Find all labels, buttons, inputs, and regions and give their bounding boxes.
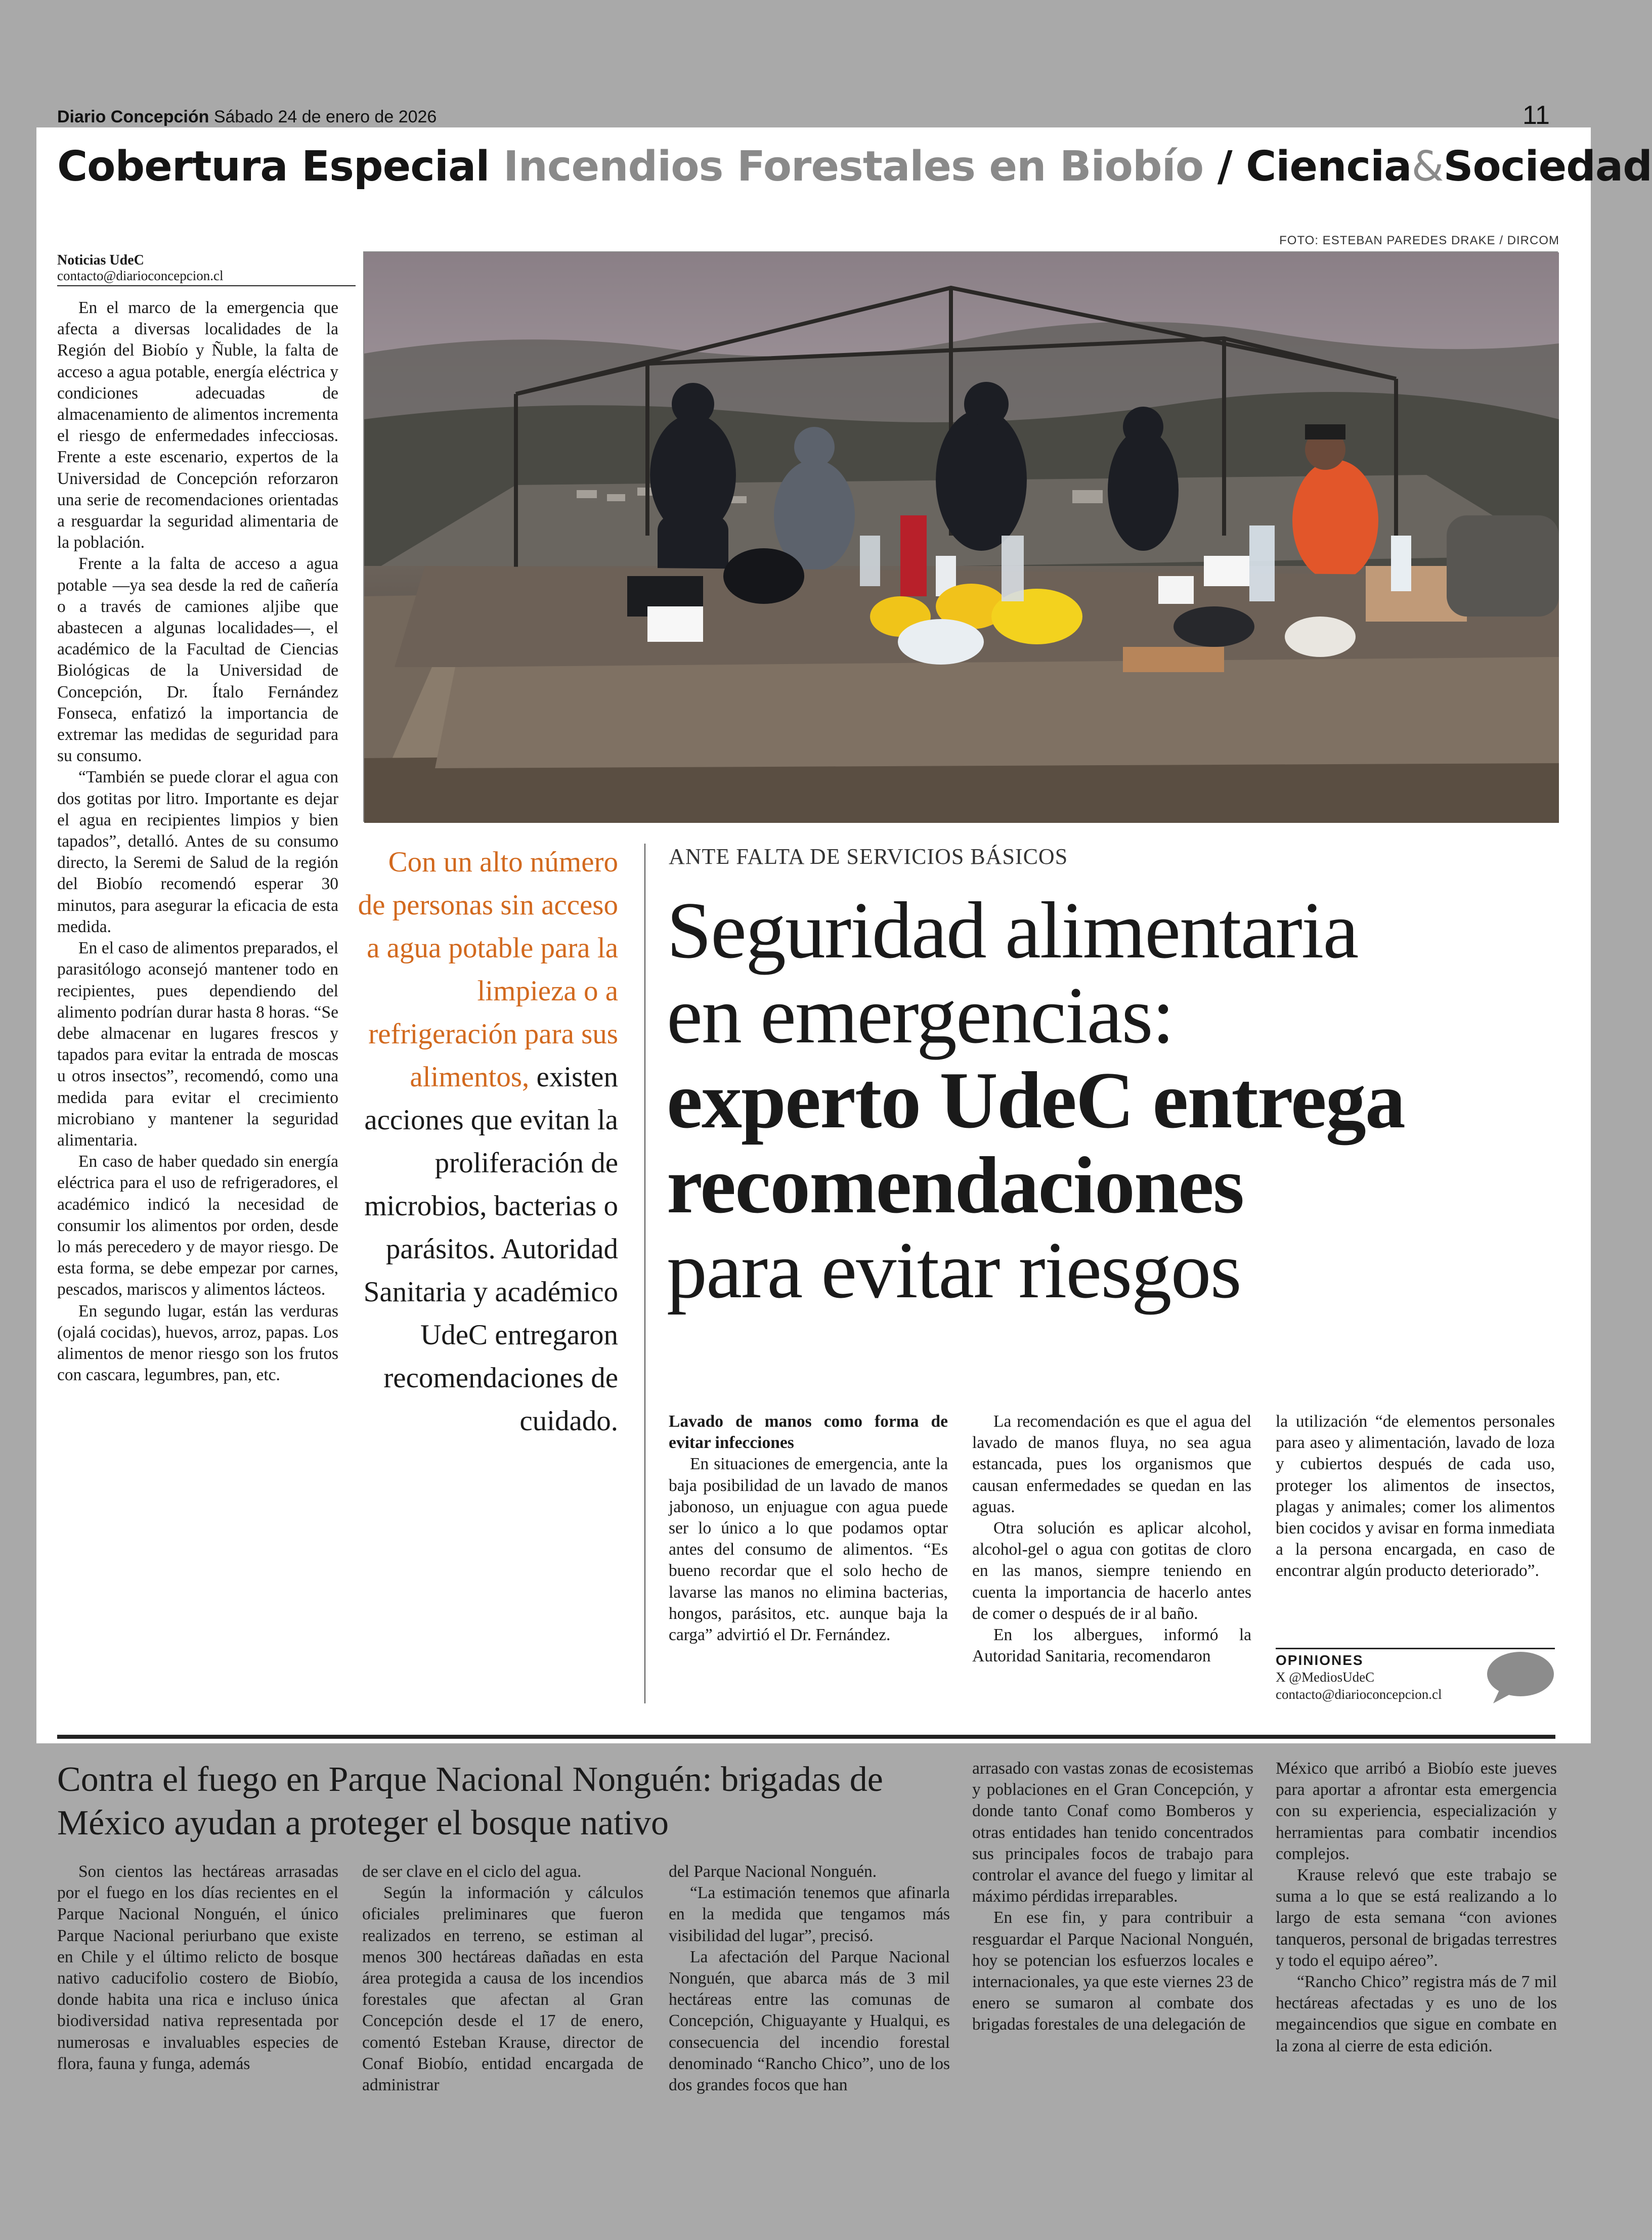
paragraph: En el marco de la emergencia que afecta a diversas localidades de la Región del Biobío y Ñuble, la falta de acceso a agua potable, energía eléctrica y condiciones adecuadas de almacenamiento de alimentos incrementa el riesgo de enfermedades infecciosas. Frente a este escenario, expertos de la Universidad de Concepción reforzaron una serie de recomendaciones orientadas a resguardar la seguridad alimentaria de la población. bbox=[57, 298, 338, 552]
paragraph: La recomendación es que el agua del lavado de manos fluya, no sea agua estancada, pues los organismos que causan enfermedades se quedan en las aguas. bbox=[972, 1412, 1251, 1516]
headline-line-1: Seguridad alimentaria bbox=[667, 885, 1358, 975]
section-title bbox=[57, 143, 1652, 191]
photo-credit: FOTO: ESTEBAN PAREDES DRAKE / DIRCOM bbox=[1279, 234, 1559, 247]
paragraph: En caso de haber quedado sin energía eléctrica para el uso de refrigeradores, el académico indicó la necesidad de consumir los alimentos por orden, desde lo más perecedero y de mayor riesgo. De esta forma, se debe empezar por carnes, pescados, mariscos y alimentos lácteos. bbox=[57, 1152, 338, 1299]
section-amp: & bbox=[1411, 143, 1444, 191]
paragraph: Frente a la falta de acceso a agua potable —ya sea desde la red de cañería o a través de camiones aljibe que abastecen a algunas localidades—, el académico de la Facultad de Ciencias Biológicas de la Universidad de Concepción, Dr. Ítalo Fernández Fonseca, enfatizó la importancia de extremar las medidas de seguridad para su consumo. bbox=[57, 554, 338, 766]
paragraph: “La estimación tenemos que afinarla en la medida que tengamos más visibilidad del lugar”, precisó. bbox=[669, 1883, 950, 1945]
page-number: 11 bbox=[1523, 101, 1550, 130]
paper-name: Diario Concepción bbox=[57, 107, 209, 126]
paragraph: Otra solución es aplicar alcohol, alcohol-gel o agua con gotitas de cloro en las manos, siempre teniendo en cuenta la importancia de hacerlo antes de comer o después de ir al baño. bbox=[972, 1519, 1251, 1623]
bottom-column-1 bbox=[57, 1861, 338, 2075]
article-kicker: ANTE FALTA DE SERVICIOS BÁSICOS bbox=[669, 844, 1068, 869]
opinion-title: OPINIONES bbox=[1276, 1652, 1364, 1668]
paragraph: En los albergues, informó la Autoridad Sanitaria, recomendaron bbox=[972, 1626, 1251, 1666]
paragraph: La afectación del Parque Nacional Nonguén, que abarca más de 3 mil hectáreas entre las comunas de Concepción, Chiguayante y Hualqui, es consecuencia del incendio forestal denominado “Rancho Chico”, uno de los dos grandes focos que han bbox=[669, 1947, 950, 2095]
headline-line-4: recomendaciones bbox=[667, 1140, 1244, 1230]
byline-email: contacto@diarioconcepcion.cl bbox=[57, 268, 224, 283]
headline-line-3: experto UdeC entrega bbox=[667, 1055, 1405, 1145]
opinion-email: contacto@diarioconcepcion.cl bbox=[1276, 1687, 1442, 1702]
paragraph: Krause relevó que este trabajo se suma a lo que se está realizando a lo largo de esta semana “con aviones tanqueros, personal de brigadas terrestres y todo el equipo aéreo”. bbox=[1276, 1866, 1557, 1970]
paragraph: En segundo lugar, están las verduras (ojalá cocidas), huevos, arroz, papas. Los alimentos de menor riesgo son los frutos con cascara, legumbres, pan, etc. bbox=[57, 1301, 338, 1385]
paragraph: arrasado con vastas zonas de ecosistemas y poblaciones en el Gran Concepción, y donde tanto Conaf como Bomberos y otras entidades han tenido concentrados sus principales focos de trabajo para controlar el avance del fuego y limitar al máximo pérdidas irreparables. bbox=[972, 1759, 1253, 1906]
pull-quote-highlight: Con un alto número de personas sin acceso a agua potable para la limpieza o a refrigeración para sus alimentos, bbox=[358, 846, 618, 1093]
bottom-column-4 bbox=[972, 1758, 1253, 2036]
paragraph: México que arribó a Biobío este jueves para aportar a afrontar esta emergencia con su experiencia, especialización y herramientas para combatir incendios complejos. bbox=[1276, 1759, 1557, 1863]
bottom-column-5 bbox=[1276, 1758, 1557, 2057]
byline-name: Noticias UdeC bbox=[57, 252, 144, 268]
article-column-c bbox=[1276, 1411, 1555, 1582]
article-column-1 bbox=[57, 297, 338, 1386]
section-part2: Incendios Forestales en Biobío bbox=[503, 143, 1204, 191]
article-column-a bbox=[669, 1411, 948, 1646]
subheading: Lavado de manos como forma de evitar infecciones bbox=[669, 1412, 948, 1453]
paragraph: la utilización “de elementos personales para aseo y alimentación, lavado de loza y cubiertos después de cada uso, proteger los alimentos de insectos, plagas y animales; comer los alimentos bien cocidos y avisar en forma inmediata a la persona encargada, en caso de encontrar algún producto deteriorado”. bbox=[1276, 1412, 1555, 1580]
bottom-column-2 bbox=[362, 1861, 643, 2096]
news-photo bbox=[363, 251, 1558, 822]
article-column-b bbox=[972, 1411, 1251, 1667]
paragraph: “También se puede clorar el agua con dos gotitas por litro. Importante es dejar el agua en recipientes limpios y bien tapados”, detalló. Antes de su consumo directo, la Seremi de Salud de la región del Biobío recomendó esperar 30 minutos, para asegurar la eficacia de esta medida. bbox=[57, 768, 338, 936]
paragraph: del Parque Nacional Nonguén. bbox=[669, 1862, 877, 1881]
bottom-column-3 bbox=[669, 1861, 950, 2096]
paragraph: “Rancho Chico” registra más de 7 mil hectáreas afectadas y es uno de los megaincendios que sigue en combate en la zona al cierre de esta edición. bbox=[1276, 1972, 1557, 2055]
page-header bbox=[57, 107, 437, 127]
article-headline bbox=[667, 885, 1572, 1315]
pull-quote bbox=[357, 841, 618, 1442]
headline-line-2: en emergencias: bbox=[667, 970, 1174, 1060]
opinion-handle: X @MediosUdeC bbox=[1276, 1670, 1375, 1685]
paragraph: Según la información y cálculos oficiales preliminares que fueron realizados en terreno, se estiman al menos 300 hectáreas dañadas en esta área protegida a causa de los incendios forestales que afectan al Gran Concepción desde el 17 de enero, comentó Esteban Krause, director de Conaf Biobío, entidad encargada de administrar bbox=[362, 1883, 643, 2095]
paragraph: Son cientos las hectáreas arrasadas por el fuego en los días recientes en el Parque Nacional Nonguén, el único Parque Nacional periurbano que existe en Chile y el último relicto de bosque nativo caducifolio costero de Biobío, donde habita una rica e incluso única biodiversidad nativa representada por numerosas e invaluables especies de flora, fauna y funga, además bbox=[57, 1862, 338, 2073]
headline-line-5: para evitar riesgos bbox=[667, 1225, 1241, 1315]
paragraph: En situaciones de emergencia, ante la baja posibilidad de un lavado de manos jabonoso, un enjuague con agua puede ser lo único a lo que podamos optar antes del consumo de alimentos. “Es bueno recordar que el solo hecho de lavarse las manos no elimina bacterias, hongos, parásitos, etc. aunque baja la carga” advirtió el Dr. Fernández. bbox=[669, 1455, 948, 1645]
speech-bubble-icon bbox=[1484, 1650, 1555, 1705]
pull-quote-text: existen acciones que evitan la proliferación de microbios, bacterias o parásitos. Autoridad Sanitaria y académico UdeC entregaron recomendaciones de cuidado. bbox=[363, 1061, 618, 1437]
column-divider bbox=[644, 844, 645, 1703]
section-part3: / Ciencia bbox=[1217, 143, 1412, 191]
paragraph: En ese fin, y para contribuir a resguardar el Parque Nacional Nonguén, hoy se potencian los esfuerzos locales e internacionales, ya que este viernes 23 de enero se sumaron al combate dos brigadas forestales de una delegación de bbox=[972, 1908, 1253, 2034]
byline bbox=[57, 253, 356, 286]
section-rule bbox=[57, 1735, 1555, 1739]
bottom-headline: Contra el fuego en Parque Nacional Nonguén: brigadas de México ayudan a proteger el bosque nativo bbox=[57, 1760, 883, 1842]
paragraph: En el caso de alimentos preparados, el parasitólogo aconsejó mantener todo en recipientes, pues dependiendo del alimento podrían durar hasta 8 horas. “Se debe almacenar en lugares frescos y tapados para evitar la entrada de moscas u otros insectos”, recomendó, como una medida para evitar el crecimiento microbiano y mantener la seguridad alimentaria. bbox=[57, 939, 338, 1150]
section-part1: Cobertura Especial bbox=[57, 143, 490, 191]
paragraph: de ser clave en el ciclo del agua. bbox=[362, 1862, 582, 1881]
issue-date: Sábado 24 de enero de 2026 bbox=[213, 107, 437, 126]
section-part4: Sociedad bbox=[1443, 143, 1652, 191]
